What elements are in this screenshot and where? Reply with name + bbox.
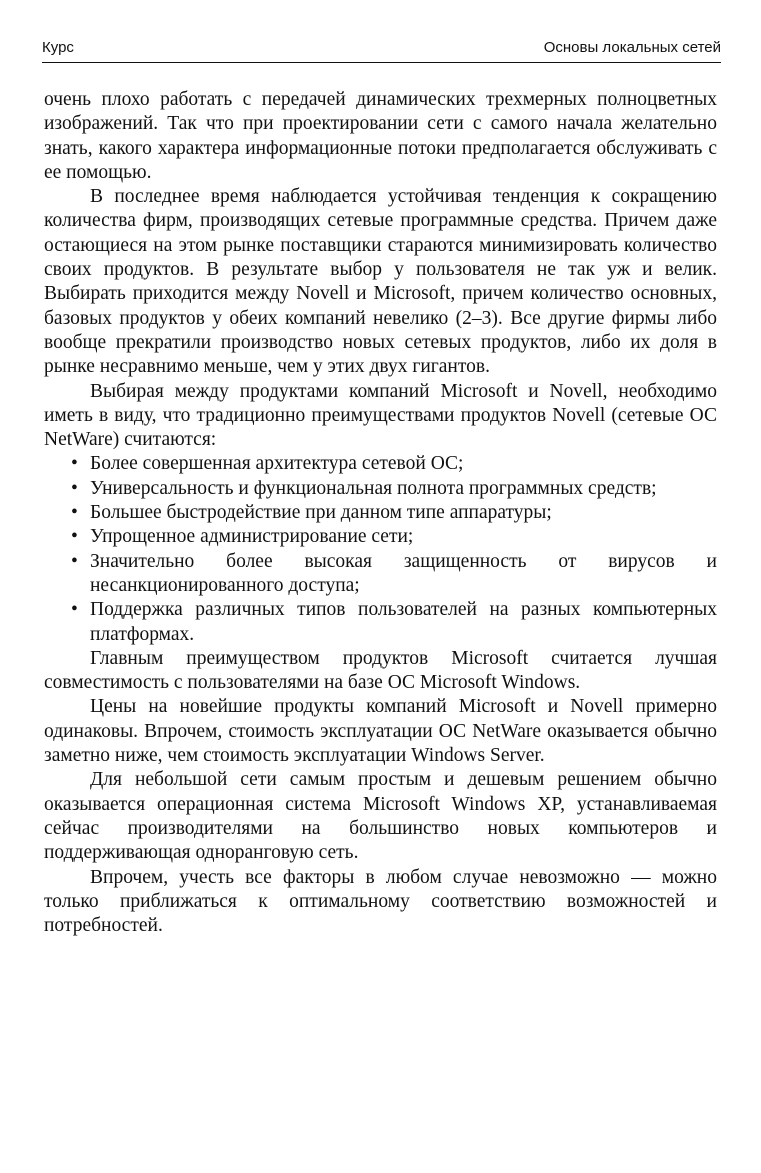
paragraph-choice-intro: Выбирая между продуктами компаний Microsoft и Novell, необходимо иметь в виду, что традиционно преимуществами продуктов Novell (сетевые ОС NetWare) считаются: xyxy=(44,380,717,451)
list-item-text: Упрощенное администрирование сети; xyxy=(90,526,414,548)
section-title: Основы локальных сетей xyxy=(543,39,721,56)
paragraph-market-trend: В последнее время наблюдается устойчивая тенденция к сокращению количества фирм, производящих сетевые программные средства. Причем даже остающиеся на этом рынке поставщики стараются минимизировать количество своих продуктов. В результате выбор у пользователя не так уж и велик. Выбирать приходится между Novell и Microsoft, причем количество основных, базовых продуктов у обеих компаний невелико (2–3). Все другие фирмы либо вообще прекратили производство новых сетевых продуктов, либо их доля в рынке несравнимо меньше, чем у этих двух гигантов. xyxy=(44,186,717,378)
list-item xyxy=(44,598,717,647)
bullet-icon: • xyxy=(71,453,78,475)
list-item-text: Поддержка различных типов пользователей на разных компьютерных платформах. xyxy=(90,599,717,645)
header-divider xyxy=(42,62,721,63)
list-item-text: Значительно более высокая защищенность от вирусов и несанкционированного доступа; xyxy=(90,550,717,596)
running-header xyxy=(42,38,721,60)
list-item xyxy=(44,477,717,501)
bullet-icon: • xyxy=(71,599,78,621)
list-item xyxy=(44,501,717,525)
list-item xyxy=(44,550,717,599)
bullet-icon: • xyxy=(71,550,78,572)
paragraph-conclusion: Впрочем, учесть все факторы в любом случае невозможно — можно только приближаться к оптимальному соответствию возможностей и потребностей. xyxy=(44,866,717,937)
list-item-text: Более совершенная архитектура сетевой ОС; xyxy=(90,453,464,475)
paragraph-continuation: очень плохо работать с передачей динамических трехмерных полноцветных изображений. Так что при проектировании сети с самого начала желательно знать, какого характера информационные потоки предполагается обслуживать с ее помощью. xyxy=(44,89,717,183)
page-body xyxy=(44,88,717,938)
course-label: Курс xyxy=(42,39,74,56)
paragraph-small-network: Для небольшой сети самым простым и дешевым решением обычно оказывается операционная система Microsoft Windows XP, устанавливаемая сейчас производителями на большинство новых компьютеров и поддерживающая одноранговую сеть. xyxy=(44,769,717,864)
list-item-text: Универсальность и функциональная полнота программных средств; xyxy=(90,477,657,499)
bullet-icon: • xyxy=(71,526,78,548)
list-item-text: Большее быстродействие при данном типе аппаратуры; xyxy=(90,502,552,524)
paragraph-prices: Цены на новейшие продукты компаний Microsoft и Novell примерно одинаковы. Впрочем, стоимость эксплуатации ОС NetWare оказывается обычно заметно ниже, чем стоимость эксплуатации Windows Server. xyxy=(44,696,717,767)
list-item xyxy=(44,525,717,549)
bullet-icon: • xyxy=(71,502,78,524)
paragraph-microsoft-advantage: Главным преимуществом продуктов Microsoft считается лучшая совместимость с пользователями на базе ОС Microsoft Windows. xyxy=(44,647,717,694)
novell-advantages-list xyxy=(44,452,717,646)
bullet-icon: • xyxy=(71,477,78,499)
list-item xyxy=(44,452,717,476)
